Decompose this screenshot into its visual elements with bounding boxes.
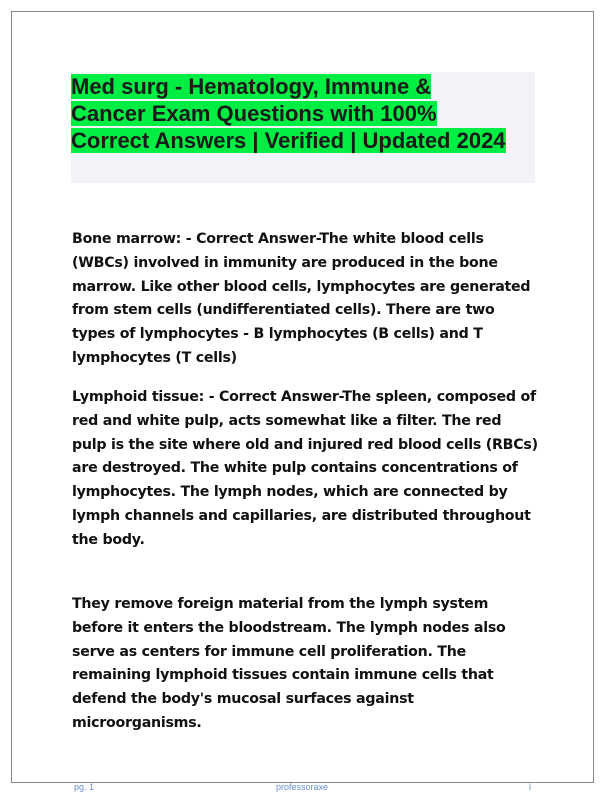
paragraph-lymph-nodes: They remove foreign material from the lymph system before it enters the bloodstream. The lymph nodes also serve as centers for immune cell proliferation. The remaining lymphoid tissues contain immune cells that defend the body's mucosal surfaces against microorganisms.	[72, 596, 506, 731]
footer-page-number: pg. 1	[74, 782, 95, 792]
paragraph-bone-marrow: Bone marrow: - Correct Answer-The white blood cells (WBCs) involved in immunity are produced in the bone marrow. Like other blood cells, lymphocytes are generated from stem cells (undifferentiated cells). There are two types of lymphocytes - B lymphocytes (B cells) and T lymphocytes (T cells)	[72, 231, 531, 366]
title-highlight: Med surg - Hematology, Immune & Cancer Exam Questions with 100% Correct Answers | Verified | Updated 2024	[71, 74, 506, 153]
footer-right-mark: l	[529, 782, 531, 792]
footer-author: professoraxe	[276, 782, 329, 792]
paragraph-lymphoid-tissue: Lymphoid tissue: - Correct Answer-The spleen, composed of red and white pulp, acts somewhat like a filter. The red pulp is the site where old and injured red blood cells (RBCs) are destroyed. The white pulp contains concentrations of lymphocytes. The lymph nodes, which are connected by lymph channels and capillaries, are distributed throughout the body.	[72, 389, 538, 548]
document-title	[71, 73, 511, 154]
